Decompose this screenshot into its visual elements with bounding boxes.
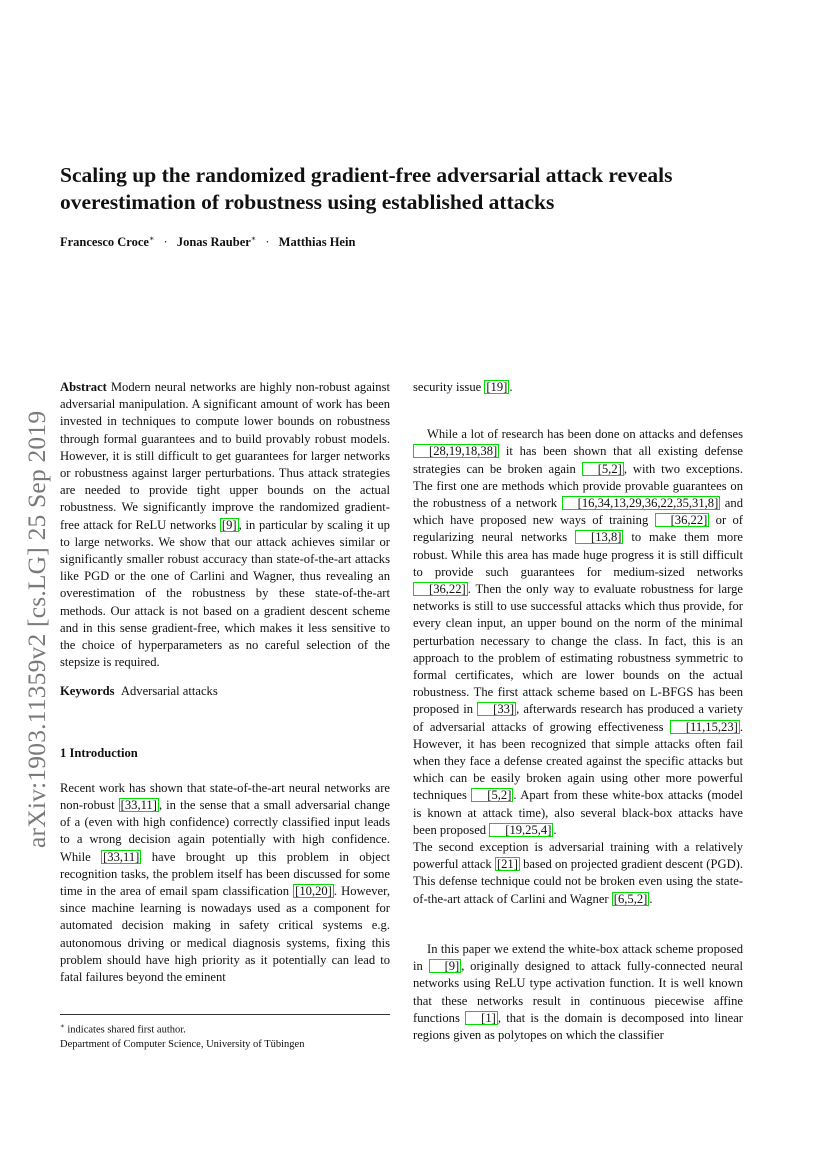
keywords-text: Adversarial attacks (120, 684, 218, 699)
keywords (60, 683, 390, 700)
citation-link[interactable]: [1] (465, 1011, 498, 1025)
body-text: have brought up this problem in object recognition tasks, the problem itself has been discussed for some time in the area of email spam classification (60, 849, 390, 899)
body-text: . (649, 891, 653, 906)
footnote-text: indicates shared first author. (64, 1024, 186, 1036)
citation-link[interactable]: [19,25,4] (489, 823, 553, 837)
citation-link[interactable]: [33,11] (103, 849, 140, 864)
citation-link[interactable]: [36,22] (655, 513, 710, 527)
body-text: Recent work has shown that state-of-the-art neural networks are non-robust (60, 780, 390, 813)
left-column (60, 379, 390, 986)
intro-paragraph-continued (413, 379, 743, 396)
abstract-label: Abstract (60, 380, 107, 394)
body-text: In this paper we extend the white-box attack scheme proposed in (413, 941, 743, 974)
arxiv-identifier: arXiv:1903.11359v2 [cs.LG] 25 Sep 2019 (22, 410, 51, 848)
citation-link[interactable]: [19] (486, 380, 508, 394)
body-text: and which have proposed new ways of training (413, 496, 743, 528)
body-text: based on projected gradient descent (PGD). This defense technique could not be broken even using the state-of-the-art attack of Carlini and Wagner (413, 857, 744, 906)
author-mark: ∗ (148, 234, 155, 243)
body-text: . However, since machine learning is nowadays used as a component for automated decision making in safety critical systems e.g. autonomous driving or medical diagnosis systems, fixing this problem should have high priority as it potentially can lead to fatal failures beyond the eminent (60, 884, 390, 985)
body-text: . However, it has been recognized that simple attacks often fail when they face a defense created against the specific attacks but which can be easily broken again using other more powerful techniques (413, 719, 743, 803)
author-separator: · (163, 235, 168, 250)
abstract-text: Modern neural networks are highly non-robust against adversarial manipulation. A significant amount of work has been invested in techniques to compute lower bounds on robustness through formal guarantees and to build provably robust models. However, it is still difficult to get guarantees for larger networks or robustness against larger perturbations. Thus attack strategies are needed to provide tight upper bounds on the actual robustness. We significantly improve the randomized gradient-free attack for ReLU networks (60, 380, 390, 532)
footnote (60, 1019, 390, 1052)
author-list (60, 234, 760, 250)
footnote-shared-author (60, 1019, 390, 1038)
keywords-label: Keywords (60, 684, 115, 699)
citation-link[interactable]: [16,34,13,29,36,22,35,31,8] (562, 496, 721, 510)
body-text: While a lot of research has been done on attacks and defenses (427, 427, 743, 442)
citation-link[interactable]: [33] (477, 702, 516, 716)
citation-link[interactable]: [5,2] (582, 462, 624, 476)
body-text: , originally designed to attack fully-connected neural networks using ReLU type activation function. It is well known that these networks result in continuous piecewise affine functions (413, 959, 744, 1025)
body-text: . Then the only way to evaluate robustness for large networks is still to use successful attacks which thus provide, for every clean input, an upper bound on the norm of the minimal perturbation necessary to change the class. In fact, this is an approach to the problem of estimating robustness symmetric to formal certificates, which are lower bounds on the actual robustness. The first attack scheme based on L-BFGS has been proposed in (413, 582, 743, 717)
body-text: , with two exceptions. The first one are methods which provide provable guarantees on the robustness of a network (413, 461, 743, 511)
citation-link[interactable]: [36,22] (413, 582, 468, 596)
body-text: to make them more robust. While this area has made huge progress it is still difficult to provide such guarantees for medium-sized networks (413, 530, 743, 579)
citation-link[interactable]: [5,2] (471, 788, 513, 802)
body-text: it has been shown that all existing defense strategies can be broken again (413, 444, 743, 476)
citation-link[interactable]: [13,8] (575, 530, 623, 544)
citation-link[interactable]: [9] (221, 517, 237, 532)
paper-title (60, 162, 760, 216)
author-separator: · (265, 235, 270, 250)
body-text: , afterwards research has produced a variety of adversarial attacks of growing effectiveness (413, 702, 744, 734)
body-text: , in the sense that a small adversarial change of a (even with high confidence) correctly classified input leads to a wrong decision again potentially with high confidence. While (60, 798, 391, 864)
citation-link[interactable]: [28,19,18,38] (413, 444, 499, 458)
abstract (60, 379, 390, 671)
intro-paragraph (413, 839, 743, 908)
author-name: Jonas Rauber (176, 235, 251, 250)
citation-link[interactable]: [10,20] (295, 884, 332, 899)
intro-paragraph (60, 780, 390, 986)
footnote-divider (60, 1014, 390, 1015)
intro-paragraph (413, 941, 743, 1044)
body-text: . (553, 822, 557, 837)
author-mark: ∗ (250, 234, 257, 243)
right-column (413, 379, 743, 1044)
body-text: The second exception is adversarial training with a relatively powerful attack (413, 840, 743, 872)
section-heading: 1 Introduction (60, 745, 138, 760)
abstract-text: , in particular by scaling it up to large networks. We show that our attack achieves similar or significantly smaller robust accuracy than state-of-the-art attacks like PGD or the one of Carlini and Wagner, thus revealing an overestimation of the robustness by these state-of-the-art methods. Our attack is not based on a gradient descent scheme and in this sense gradient-free, which makes it less sensitive to the choice of hyperparameters as no careful selection of the stepsize is required. (60, 517, 390, 670)
body-text: , that is the domain is decomposed into linear regions given as polytopes on which the classifier (413, 1010, 743, 1042)
body-text: . (509, 380, 513, 394)
body-text: security issue (413, 380, 485, 394)
citation-link[interactable]: [11,15,23] (670, 720, 740, 734)
author-name: Matthias Hein (278, 235, 356, 250)
title-line-1: Scaling up the randomized gradient-free adversarial attack reveals (60, 163, 673, 187)
body-text: or of regularizing neural networks (413, 513, 743, 545)
footnote-mark: ∗ (60, 1022, 65, 1030)
body-text: . Apart from these white-box attacks (model is known at attack time), also several black-box attacks have been proposed (413, 788, 743, 837)
citation-link[interactable]: [21] (496, 857, 518, 872)
citation-link[interactable]: [33,11] (120, 798, 157, 813)
citation-link[interactable]: [9] (429, 959, 462, 973)
author-name: Francesco Croce (60, 235, 149, 250)
title-line-2: overestimation of robustness using established attacks (60, 190, 555, 214)
intro-paragraph (413, 426, 743, 839)
citation-link[interactable]: [6,5,2] (613, 891, 648, 906)
affiliation: Department of Computer Science, University of Tübingen (60, 1038, 305, 1050)
